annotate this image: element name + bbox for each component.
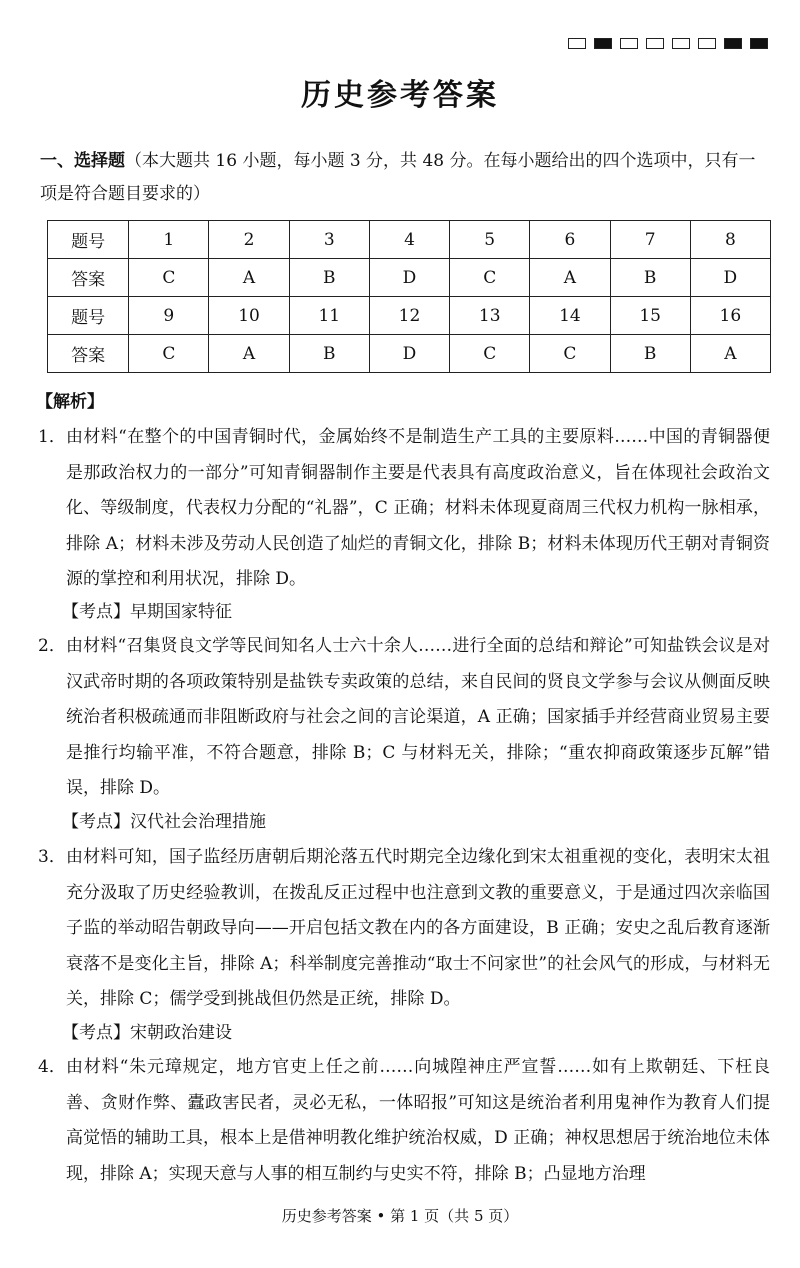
- question-explanation: 由材料“召集贤良文学等民间知名人士六十余人……进行全面的总结和辩论”可知盐铁会议是对汉武帝时期的各项政策特别是盐铁专卖政策的总结，来自民间的贤良文学参与会议从侧面反映统治者积极疏通而非阻断政府与社会之间的言论渠道，A 正确；国家插手并经营商业贸易主要是推行均输平准，不符合题意，排除 B；C 与材料无关，排除；“重农抑商政策逐步瓦解”错误，排除 D。: [66, 636, 770, 798]
- question-explanation: 由材料“朱元璋规定，地方官吏上任之前……向城隍神庄严宣誓……如有上欺朝廷、下枉良善、贪财作弊、蠹政害民者，灵必无私，一体昭报”可知这是统治者利用鬼神作为教育人们提高觉悟的辅助工具，根本上是借神明教化维护统治权威，D 正确；神权思想居于统治地位未体现，排除 A；实现天意与人事的相互制约与史实不符，排除 B；凸显地方治理: [66, 1057, 770, 1184]
- question-number: 11: [289, 297, 369, 335]
- question-3: [38, 840, 770, 1018]
- question-number-label: 4．: [38, 1057, 66, 1077]
- question-explanation: 由材料可知，国子监经历唐朝后期沦落五代时期完全边缘化到宋太祖重视的变化，表明宋太祖充分汲取了历史经验教训，在拨乱反正过程中也注意到文教的重要意义，于是通过四次亲临国子监的举动昭告朝政导向——开启包括文教在内的各方面建设，B 正确；安史之乱后教育逐渐衰落不是变化主旨，排除 A；科举制度完善推动“取士不问家世”的社会风气的形成，与材料无关，排除 C；儒学受到挑战但仍然是正统，排除 D。: [66, 847, 770, 1009]
- question-number: 7: [610, 221, 690, 259]
- section-heading: 一、选择题: [40, 151, 125, 171]
- answer-cell: B: [610, 335, 690, 373]
- question-number-label: 1．: [38, 427, 66, 447]
- table-row: [48, 335, 771, 373]
- kaodian-label: 【考点】早期国家特征: [62, 602, 232, 622]
- question-2: [38, 629, 770, 807]
- section-description: （本大题共 16 小题，每小题 3 分，共 48 分。在每小题给出的四个选项中，只有一项是符合题目要求的）: [40, 151, 756, 204]
- question-number-label: 2．: [38, 636, 66, 656]
- question-number-label: 3．: [38, 847, 66, 867]
- header-mark: [724, 38, 742, 49]
- answer-cell: B: [610, 259, 690, 297]
- table-row: [48, 259, 771, 297]
- answer-cell: A: [209, 335, 289, 373]
- table-row: [48, 297, 771, 335]
- question-number: 1: [129, 221, 209, 259]
- answer-cell: A: [530, 259, 610, 297]
- header-mark: [620, 38, 638, 49]
- header-marks: [568, 38, 768, 49]
- section-intro: [40, 145, 770, 211]
- answer-table: [47, 220, 771, 373]
- row-label: 题号: [48, 221, 129, 259]
- kaodian-label: 【考点】宋朝政治建设: [62, 1023, 232, 1043]
- header-mark: [672, 38, 690, 49]
- answer-cell: A: [690, 335, 770, 373]
- answer-cell: C: [450, 335, 530, 373]
- question-number: 15: [610, 297, 690, 335]
- question-explanation: 由材料“在整个的中国青铜时代，金属始终不是制造生产工具的主要原料……中国的青铜器便是那政治权力的一部分”可知青铜器制作主要是代表具有高度政治意义，旨在体现社会政治文化、等级制度，代表权力分配的“礼器”，C 正确；材料未体现夏商周三代权力机构一脉相承，排除 A；材料未涉及劳动人民创造了灿烂的青铜文化，排除 B；材料未体现历代王朝对青铜资源的掌控和利用状况，排除 D。: [66, 427, 770, 589]
- question-1: [38, 420, 770, 598]
- answer-cell: A: [209, 259, 289, 297]
- question-number: 3: [289, 221, 369, 259]
- header-mark: [594, 38, 612, 49]
- answer-cell: D: [690, 259, 770, 297]
- question-number: 9: [129, 297, 209, 335]
- answer-cell: C: [450, 259, 530, 297]
- question-number: 10: [209, 297, 289, 335]
- analysis-heading: 【解析】: [36, 392, 104, 412]
- question-number: 6: [530, 221, 610, 259]
- answer-cell: D: [369, 335, 449, 373]
- answer-cell: D: [369, 259, 449, 297]
- answer-cell: B: [289, 259, 369, 297]
- question-4: [38, 1050, 770, 1192]
- question-number: 4: [369, 221, 449, 259]
- page-title: 历史参考答案: [301, 78, 499, 113]
- question-number: 16: [690, 297, 770, 335]
- question-number: 2: [209, 221, 289, 259]
- table-row: [48, 221, 771, 259]
- header-mark: [698, 38, 716, 49]
- row-label: 答案: [48, 259, 129, 297]
- question-number: 14: [530, 297, 610, 335]
- kaodian-label: 【考点】汉代社会治理措施: [62, 812, 266, 832]
- page-footer: 历史参考答案 • 第 1 页（共 5 页）: [281, 1207, 519, 1225]
- question-number: 5: [450, 221, 530, 259]
- header-mark: [568, 38, 586, 49]
- answer-cell: C: [129, 335, 209, 373]
- answer-cell: C: [129, 259, 209, 297]
- answer-cell: B: [289, 335, 369, 373]
- answer-cell: C: [530, 335, 610, 373]
- row-label: 题号: [48, 297, 129, 335]
- header-mark: [646, 38, 664, 49]
- question-number: 13: [450, 297, 530, 335]
- question-number: 12: [369, 297, 449, 335]
- header-mark: [750, 38, 768, 49]
- row-label: 答案: [48, 335, 129, 373]
- question-number: 8: [690, 221, 770, 259]
